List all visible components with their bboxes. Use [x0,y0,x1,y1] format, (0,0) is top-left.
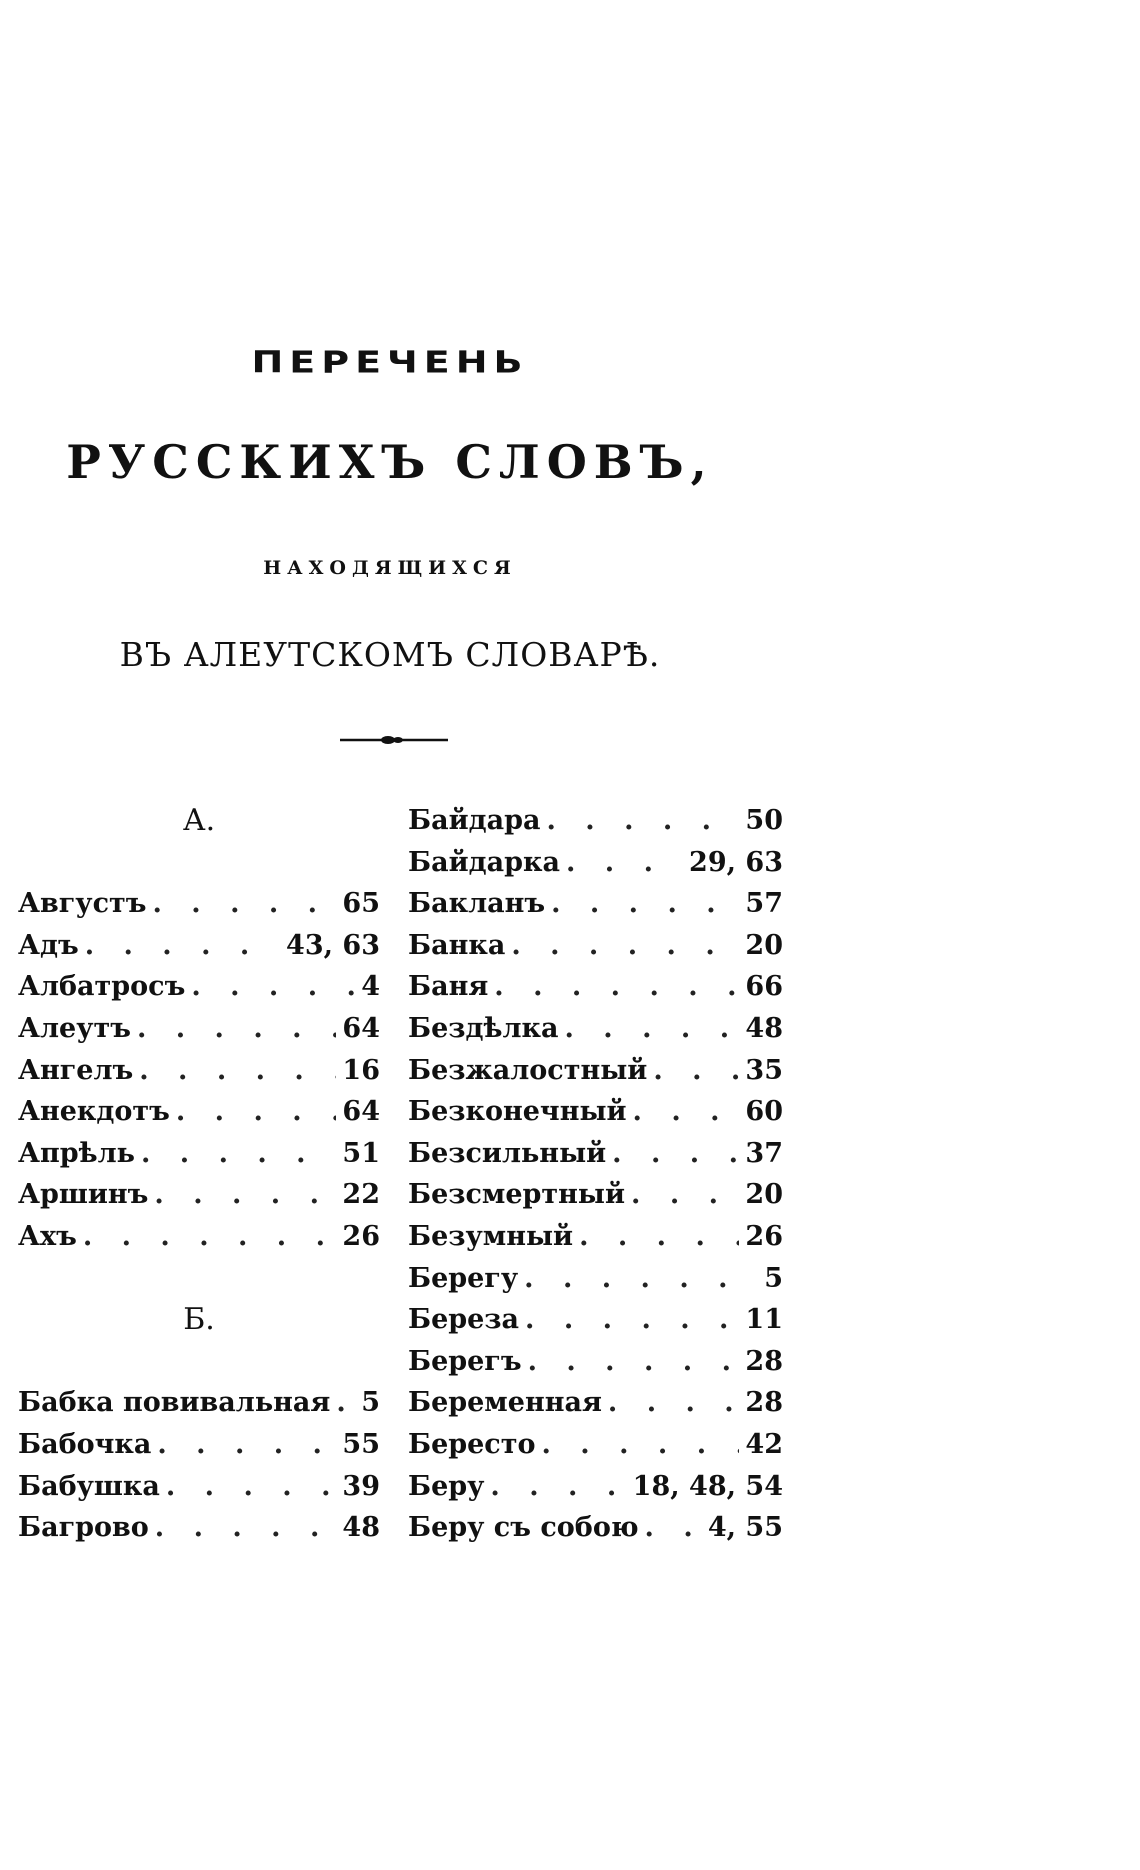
entry-word: Анекдотъ [18,1096,170,1128]
dot-leader [336,1382,355,1424]
title-perechen: ПЕРЕЧЕНЬ [251,344,529,380]
entry-page-numbers: 20 [745,1179,783,1211]
entry-word: Августъ [18,888,147,920]
entry-page-numbers: 16 [342,1054,380,1086]
index-entry [408,1341,783,1383]
dot-leader [494,966,739,1008]
index-entry [18,1133,380,1175]
index-entry [408,1133,783,1175]
entry-word: Безконечный [408,1096,627,1128]
entry-word: Безумный [408,1220,574,1252]
index-entry [408,1424,783,1466]
entry-word: Апрѣль [18,1137,135,1169]
entry-page-numbers: 35 [745,1054,783,1086]
entry-page-numbers: 29, 63 [689,846,783,878]
dot-leader [490,1466,626,1508]
index-entry [18,1091,380,1133]
dot-leader [191,966,355,1008]
entry-page-numbers: 20 [745,929,783,961]
entry-page-numbers: 57 [745,888,783,920]
dot-leader [176,1091,337,1133]
entry-page-numbers: 64 [342,1012,380,1044]
entry-word: Аршинъ [18,1179,149,1211]
entry-page-numbers: 5 [764,1262,783,1294]
entry-word: Беременная [408,1387,602,1419]
dot-leader [608,1382,740,1424]
entry-page-numbers: 43, 63 [286,929,380,961]
entry-word: Бересто [408,1428,536,1460]
entry-word: Багрово [18,1512,149,1544]
entry-page-numbers: 26 [342,1220,380,1252]
index-entry [18,966,380,1008]
entry-word: Бабушка [18,1470,160,1502]
entry-word: Ангелъ [18,1054,134,1086]
entry-word: Адъ [18,929,79,961]
entry-page-numbers: 18, 48, 54 [632,1470,783,1502]
dot-leader [565,1008,740,1050]
entry-word: Бакланъ [408,888,546,920]
index-column-right [408,800,783,1549]
entry-page-numbers: 39 [342,1470,380,1502]
entry-page-numbers: 42 [745,1428,783,1460]
index-entry [408,1174,783,1216]
index-entry [408,1507,783,1549]
entry-word: Ахъ [18,1220,77,1252]
dot-leader [579,1216,739,1258]
dot-leader [566,842,683,884]
dot-leader [154,1174,336,1216]
entry-word: Бездѣлка [408,1012,559,1044]
entry-word: Беру съ собою [408,1512,639,1544]
index-entry [408,883,783,925]
index-entry [18,1466,380,1508]
dot-leader [612,1133,739,1175]
entry-word: Береза [408,1304,520,1336]
index-column-left [18,800,380,1549]
dot-leader [83,1216,337,1258]
entry-word: Бабка повивальная [18,1387,331,1419]
entry-page-numbers: 22 [342,1179,380,1211]
index-entry [18,1507,380,1549]
index-entry [18,1382,380,1424]
dot-leader [631,1174,739,1216]
entry-page-numbers: 28 [745,1387,783,1419]
dot-leader [525,1299,739,1341]
entry-word: Безсильный [408,1137,607,1169]
entry-page-numbers: 55 [342,1428,380,1460]
entry-word: Безжалостный [408,1054,648,1086]
title-v-aleutskom-slovare: ВЪ АЛЕУТСКОМЪ СЛОВАРѢ. [119,635,661,674]
blank-spacer [18,842,380,884]
index-entry [18,1424,380,1466]
dot-leader [137,1008,336,1050]
dot-leader [511,925,739,967]
entry-word: Албатросъ [18,971,186,1003]
entry-page-numbers: 5 [361,1387,380,1419]
dot-leader [633,1091,740,1133]
dot-leader [653,1050,739,1092]
entry-page-numbers: 50 [745,805,783,836]
index-entry [408,800,783,842]
entry-page-numbers: 66 [745,971,783,1003]
dot-leader [139,1050,336,1092]
letter-heading: Б. [183,1302,215,1338]
entry-word: Байдарка [408,846,560,878]
entry-word: Баня [408,971,489,1003]
entry-page-numbers: 65 [342,888,380,920]
entry-word: Берегъ [408,1345,522,1377]
entry-page-numbers: 64 [342,1096,380,1128]
entry-page-numbers: 4, 55 [707,1512,783,1544]
entry-page-numbers: 48 [342,1512,380,1544]
letter-heading: А. [182,803,216,838]
index-entry [408,842,783,884]
index-entry [18,1050,380,1092]
blank-spacer [18,1258,380,1300]
index-entry [408,1216,783,1258]
index-entry [408,1466,783,1508]
dot-leader [141,1133,336,1175]
entry-page-numbers: 28 [745,1345,783,1377]
entry-page-numbers: 48 [745,1012,783,1044]
index-entry [18,1174,380,1216]
dot-leader [551,883,739,925]
index-entry [18,925,380,967]
entry-page-numbers: 37 [745,1137,783,1169]
dot-leader [542,1424,740,1466]
index-entry [408,925,783,967]
entry-word: Берегу [408,1262,519,1294]
index-entry [408,1299,783,1341]
dot-leader [645,1507,702,1549]
dot-leader [85,925,280,967]
index-entry [408,1008,783,1050]
index-entry [408,1382,783,1424]
entry-word: Байдара [408,805,541,836]
entry-page-numbers: 51 [342,1137,380,1169]
entry-word: Безсмертный [408,1179,626,1211]
entry-word: Алеутъ [18,1012,131,1044]
dot-leader [546,800,739,842]
entry-page-numbers: 4 [361,971,380,1003]
ornament-divider-icon [340,733,448,747]
index-entry [408,1050,783,1092]
dot-leader [157,1424,336,1466]
index-entry [408,966,783,1008]
dot-leader [166,1466,337,1508]
dot-leader [524,1258,758,1300]
index-entry [18,1008,380,1050]
index-entry [408,1258,783,1300]
dot-leader [528,1341,740,1383]
entry-page-numbers: 26 [745,1220,783,1252]
title-nakhodyashchikhsya: НАХОДЯЩИХСЯ [263,557,517,579]
entry-page-numbers: 11 [745,1304,783,1336]
title-russkikh-slov: РУССКИХЪ СЛОВЪ, [66,435,714,489]
entry-word: Беру [408,1470,485,1502]
entry-word: Банка [408,929,506,961]
entry-word: Бабочка [18,1428,152,1460]
index-entry [18,883,380,925]
entry-page-numbers: 60 [745,1096,783,1128]
index-entry [408,1091,783,1133]
dot-leader [155,1507,337,1549]
index-entry [18,1216,380,1258]
blank-spacer [18,1341,380,1383]
dot-leader [152,883,336,925]
